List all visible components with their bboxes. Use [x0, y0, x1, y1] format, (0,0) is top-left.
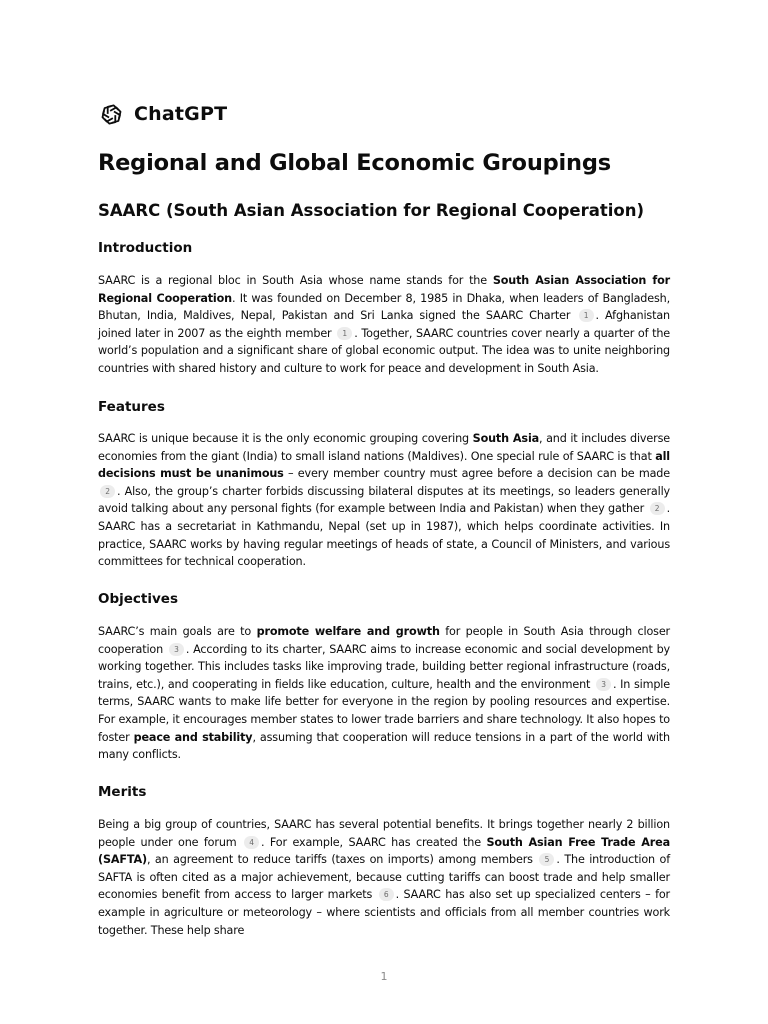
- citation-badge[interactable]: 3: [596, 678, 611, 691]
- features-paragraph: SAARC is unique because it is the only economic grouping covering South Asia, and it includes diverse economies from the giant (India) to small island nations (Maldives). One special rule of SAARC is that all decisions must be unanimous – every member country must agree before a decision can be made 2 . Also, the group’s charter forbids discussing bilateral disputes at its meetings, so leaders generally avoid talking about any personal fights (for example between India and Pakistan) when they gather 2 . SAARC has a secretariat in Kathmandu, Nepal (set up in 1987), which helps coordinate activities. In practice, SAARC works by having regular meetings of heads of state, a Council of Ministers, and various committees for technical cooperation.: [98, 432, 670, 569]
- objectives-heading: Objectives: [98, 591, 178, 607]
- citation-badge[interactable]: 5: [539, 853, 554, 866]
- objectives-paragraph: SAARC’s main goals are to promote welfare and growth for people in South Asia through closer cooperation 3 . According to its charter, SAARC aims to increase economic and social development by working together. This includes tasks like improving trade, building better regional infrastructure (roads, trains, etc.), and cooperating in fields like education, culture, health and the environment 3 . In simple terms, SAARC wants to make life better for everyone in the region by pooling resources and expertise. For example, it encourages member states to lower trade barriers and share technology. It also hopes to foster peace and stability, assuming that cooperation will reduce tensions in a part of the world with many conflicts.: [98, 625, 670, 762]
- brand-header: [98, 99, 227, 129]
- merits-paragraph: Being a big group of countries, SAARC has several potential benefits. It brings together nearly 2 billion people under one forum 4 . For example, SAARC has created the South Asian Free Trade Area (SAFTA), an agreement to reduce tariffs (taxes on imports) among members 5 . The introduction of SAFTA is often cited as a major achievement, because cutting tariffs can boost trade and help smaller economies benefit from access to larger markets 6 . SAARC has also set up specialized centers – for example in agriculture or meteorology – where scientists and officials from all member countries work together. These help share: [98, 818, 671, 937]
- citation-badge[interactable]: 4: [244, 836, 259, 849]
- page-number: 1: [380, 970, 388, 983]
- citation-badge[interactable]: 3: [169, 643, 184, 656]
- citation-badge[interactable]: 1: [337, 327, 352, 340]
- citation-badge[interactable]: 1: [579, 309, 594, 322]
- document-title: Regional and Global Economic Groupings: [98, 150, 611, 176]
- citation-badge[interactable]: 6: [379, 888, 394, 901]
- section-title: SAARC (South Asian Association for Regional Cooperation): [98, 201, 645, 220]
- openai-logo-icon: [98, 101, 125, 128]
- introduction-paragraph: SAARC is a regional bloc in South Asia whose name stands for the South Asian Association for Regional Cooperation. It was founded on December 8, 1985 in Dhaka, when leaders of Bangladesh, Bhutan, India, Maldives, Nepal, Pakistan and Sri Lanka signed the SAARC Charter 1 . Afghanistan joined later in 2007 as the eighth member 1 . Together, SAARC countries cover nearly a quarter of the world’s population and a significant share of global economic output. The idea was to unite neighboring countries with shared history and culture to work for peace and development in South Asia.: [98, 274, 671, 375]
- citation-badge[interactable]: 2: [650, 502, 665, 515]
- features-heading: Features: [98, 399, 165, 415]
- merits-heading: Merits: [98, 784, 147, 800]
- citation-badge[interactable]: 2: [100, 485, 115, 498]
- brand-name: ChatGPT: [134, 103, 228, 125]
- introduction-heading: Introduction: [98, 240, 193, 256]
